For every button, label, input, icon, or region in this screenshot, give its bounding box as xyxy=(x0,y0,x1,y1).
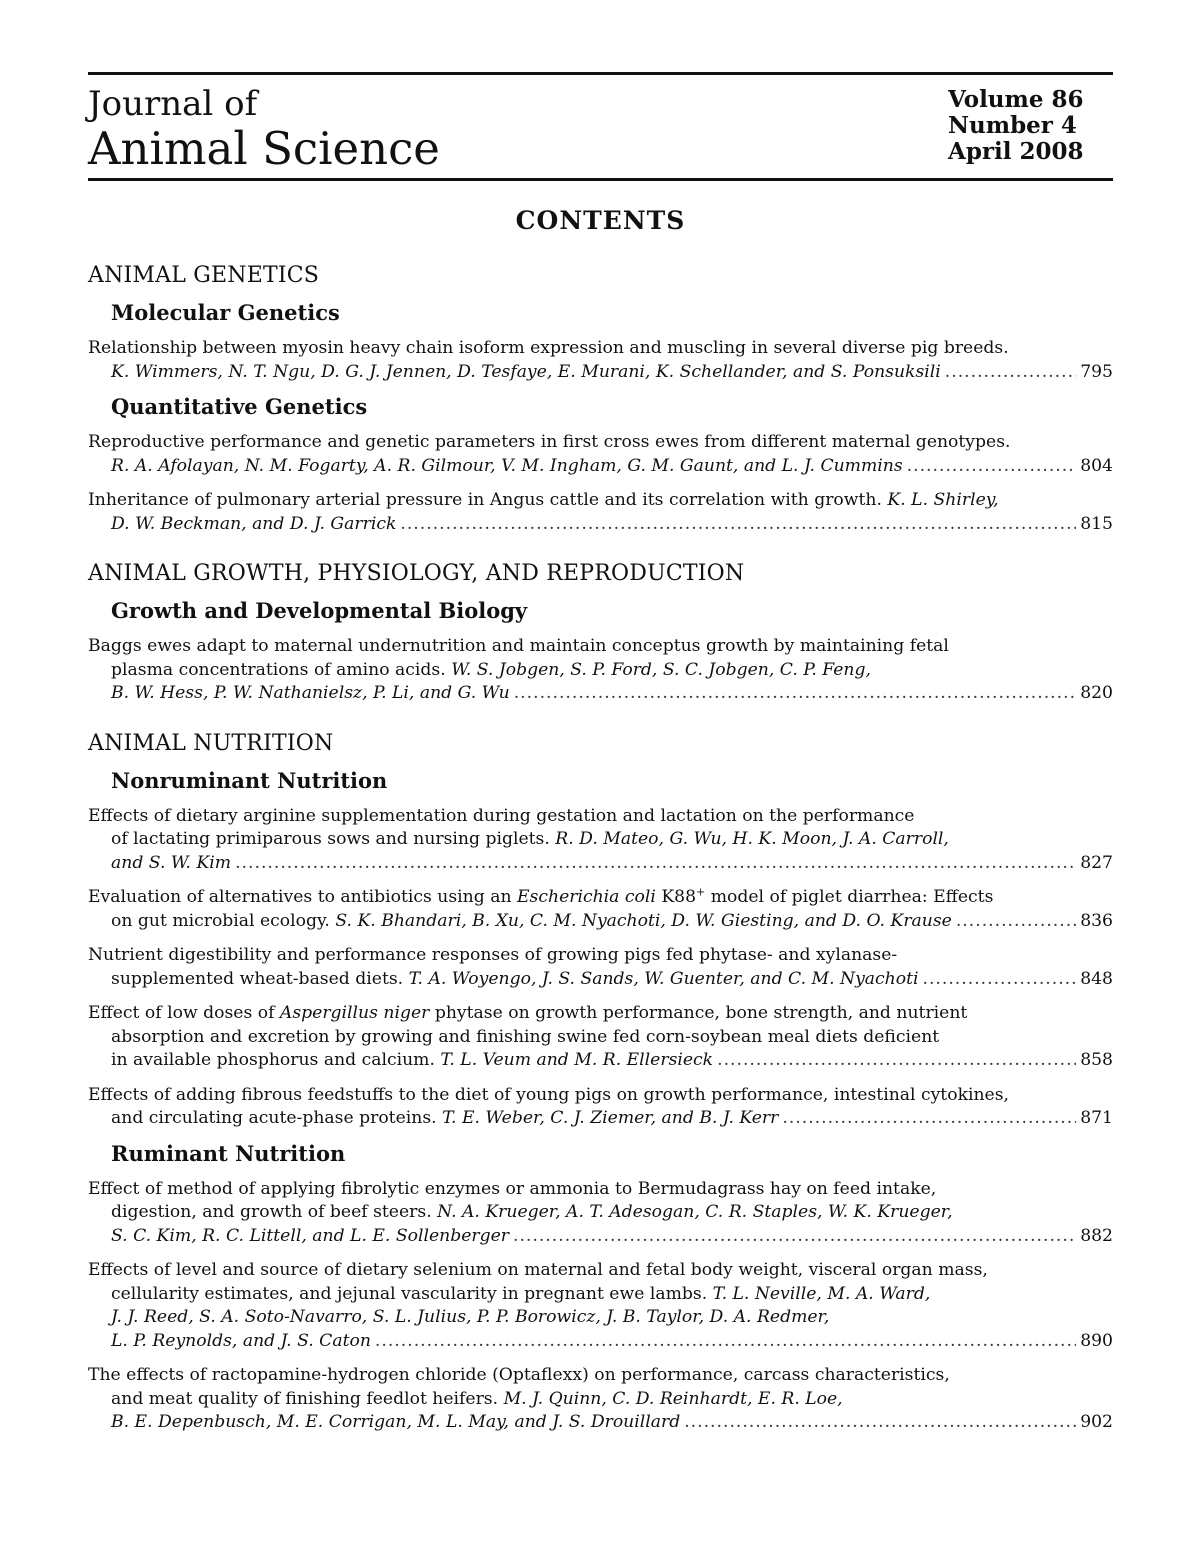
number-label: Number 4 xyxy=(948,112,1077,139)
section-heading: ANIMAL NUTRITION xyxy=(88,730,334,756)
leader-dots xyxy=(513,1225,1076,1249)
page-number: 871 xyxy=(1080,1108,1113,1128)
toc-entry[interactable] xyxy=(88,337,1113,384)
page-number: 848 xyxy=(1080,968,1113,989)
article-title: phytase on growth performance, bone strength, and nutrient xyxy=(434,1003,968,1023)
page-number: 827 xyxy=(1080,852,1113,873)
article-authors: R. A. Afolayan, N. M. Fogarty, A. R. Gilmour, V. M. Ingham, G. M. Gaunt, and L. J. Cummins xyxy=(111,455,903,476)
article-authors: B. E. Depenbusch, M. E. Corrigan, M. L. May, and J. S. Drouillard xyxy=(111,1412,681,1432)
article-title: Relationship between myosin heavy chain isoform expression and muscling in several diverse pig breeds. xyxy=(88,338,1009,358)
article-authors: S. C. Kim, R. C. Littell, and L. E. Sollenberger xyxy=(111,1225,509,1246)
article-authors: M. J. Quinn, C. D. Reinhardt, E. R. Loe, xyxy=(503,1388,843,1409)
page-number: 836 xyxy=(1080,910,1113,931)
superscript: + xyxy=(696,885,706,899)
article-title: plasma concentrations of amino acids. xyxy=(111,659,446,680)
subsection-heading: Ruminant Nutrition xyxy=(111,1140,346,1166)
article-authors: K. L. Shirley, xyxy=(887,490,999,510)
article-title: The effects of ractopamine-hydrogen chloride (Optaflexx) on performance, carcass characteristics, xyxy=(88,1365,950,1385)
date-label: April 2008 xyxy=(948,138,1084,165)
section-heading: ANIMAL GENETICS xyxy=(88,263,320,288)
article-authors: S. K. Bhandari, B. Xu, C. M. Nyachoti, D. W. Giesting, and D. O. Krause xyxy=(335,910,952,931)
article-title: Effects of adding fibrous feedstuffs to the diet of young pigs on growth performance, intestinal cytokines, xyxy=(88,1084,1009,1105)
leader-dots xyxy=(400,513,1076,537)
toc-entry[interactable] xyxy=(88,489,1113,536)
article-authors: T. A. Woyengo, J. S. Sands, W. Guenter, and C. M. Nyachoti xyxy=(408,968,919,989)
leader-dots xyxy=(375,1330,1076,1354)
page-number: 882 xyxy=(1080,1225,1113,1246)
issue-info xyxy=(948,87,1084,165)
toc-entry[interactable] xyxy=(88,1084,1113,1131)
journal-title-line1: Journal of xyxy=(88,84,258,124)
article-authors: J. J. Reed, S. A. Soto-Navarro, S. L. Julius, P. P. Borowicz, J. B. Taylor, D. A. Redmer, xyxy=(111,1307,830,1327)
page-number: 858 xyxy=(1080,1050,1113,1070)
article-title: Effect of low doses of xyxy=(88,1003,275,1023)
article-authors: B. W. Hess, P. W. Nathanielsz, P. Li, and G. Wu xyxy=(111,683,510,703)
article-authors: and S. W. Kim xyxy=(111,852,232,873)
toc-entry[interactable] xyxy=(88,1259,1113,1353)
article-title: supplemented wheat-based diets. xyxy=(111,968,404,989)
article-title: digestion, and growth of beef steers. xyxy=(111,1202,432,1222)
leader-dots xyxy=(922,968,1076,992)
article-title: on gut microbial ecology. xyxy=(111,910,330,931)
page-number: 902 xyxy=(1080,1412,1113,1432)
article-authors: T. E. Weber, C. J. Ziemer, and B. J. Kerr xyxy=(442,1108,779,1128)
toc-entry[interactable] xyxy=(88,1002,1113,1073)
leader-dots xyxy=(514,682,1076,706)
subsection-heading: Nonruminant Nutrition xyxy=(111,767,388,793)
article-title: and circulating acute-phase proteins. xyxy=(111,1108,437,1128)
article-authors: T. L. Neville, M. A. Ward, xyxy=(712,1283,931,1304)
article-title: Effects of dietary arginine supplementation during gestation and lactation on the performance xyxy=(88,805,915,826)
article-authors: W. S. Jobgen, S. P. Ford, S. C. Jobgen, C. P. Feng, xyxy=(451,659,871,680)
page-number: 795 xyxy=(1080,361,1113,382)
bottom-rule xyxy=(88,178,1113,181)
toc-entry[interactable] xyxy=(88,635,1113,706)
article-title: Reproductive performance and genetic parameters in first cross ewes from different maternal genotypes. xyxy=(88,432,1011,452)
article-title: Nutrient digestibility and performance responses of growing pigs fed phytase- and xylanase- xyxy=(88,945,898,965)
article-title: K88 xyxy=(661,887,697,907)
article-authors: N. A. Krueger, A. T. Adesogan, C. R. Staples, W. K. Krueger, xyxy=(437,1202,953,1222)
toc-entry[interactable] xyxy=(88,431,1113,478)
contents-heading: CONTENTS xyxy=(515,206,686,235)
leader-dots xyxy=(717,1049,1076,1073)
article-title: and meat quality of finishing feedlot heifers. xyxy=(111,1388,499,1409)
leader-dots xyxy=(782,1107,1076,1131)
leader-dots xyxy=(235,852,1076,876)
volume-label: Volume 86 xyxy=(948,86,1084,113)
page-number: 890 xyxy=(1080,1330,1113,1351)
article-authors: L. P. Reynolds, and J. S. Caton xyxy=(111,1330,371,1351)
toc-entry[interactable] xyxy=(88,1178,1113,1249)
page-number: 804 xyxy=(1080,455,1113,476)
page-number: 820 xyxy=(1080,683,1113,703)
subsection-heading: Growth and Developmental Biology xyxy=(111,598,528,623)
masthead xyxy=(88,75,1113,178)
article-title: in available phosphorus and calcium. xyxy=(111,1050,435,1070)
journal-title-line2: Animal Science xyxy=(88,122,440,175)
article-authors: D. W. Beckman, and D. J. Garrick xyxy=(111,513,397,534)
article-title: model of piglet diarrhea: Effects xyxy=(710,887,994,907)
leader-dots xyxy=(956,910,1076,934)
subsection-heading: Molecular Genetics xyxy=(111,300,340,325)
journal-contents-page xyxy=(88,72,1113,1435)
article-authors: K. Wimmers, N. T. Ngu, D. G. J. Jennen, D. Tesfaye, E. Murani, K. Schellander, and S. Ponsuksili xyxy=(111,361,941,382)
toc-entry[interactable] xyxy=(88,805,1113,876)
article-title: of lactating primiparous sows and nursing piglets. xyxy=(111,829,550,849)
toc-entry[interactable] xyxy=(88,886,1113,933)
leader-dots xyxy=(907,455,1077,479)
article-authors: R. D. Mateo, G. Wu, H. K. Moon, J. A. Carroll, xyxy=(555,829,949,849)
subsection-heading: Quantitative Genetics xyxy=(111,394,368,419)
page-number: 815 xyxy=(1080,513,1113,534)
article-title: Baggs ewes adapt to maternal undernutrition and maintain conceptus growth by maintaining fetal xyxy=(88,636,949,656)
article-title: Inheritance of pulmonary arterial pressure in Angus cattle and its correlation with growth. xyxy=(88,490,882,510)
article-title: Effect of method of applying fibrolytic enzymes or ammonia to Bermudagrass hay on feed intake, xyxy=(88,1178,937,1199)
toc-entry[interactable] xyxy=(88,944,1113,991)
article-title-italic: Aspergillus niger xyxy=(279,1003,430,1023)
article-title: absorption and excretion by growing and finishing swine fed corn-soybean meal diets deficient xyxy=(111,1026,940,1047)
article-title: Effects of level and source of dietary selenium on maternal and fetal body weight, visceral organ mass, xyxy=(88,1260,988,1280)
leader-dots xyxy=(945,361,1076,385)
article-title-italic: Escherichia coli xyxy=(517,887,656,907)
article-title: Evaluation of alternatives to antibiotics using an xyxy=(88,887,512,907)
toc-entry[interactable] xyxy=(88,1364,1113,1435)
article-authors: T. L. Veum and M. R. Ellersieck xyxy=(440,1050,714,1070)
article-title: cellularity estimates, and jejunal vascularity in pregnant ewe lambs. xyxy=(111,1283,708,1304)
section-heading: ANIMAL GROWTH, PHYSIOLOGY, AND REPRODUCTION xyxy=(88,561,745,586)
leader-dots xyxy=(684,1411,1076,1435)
